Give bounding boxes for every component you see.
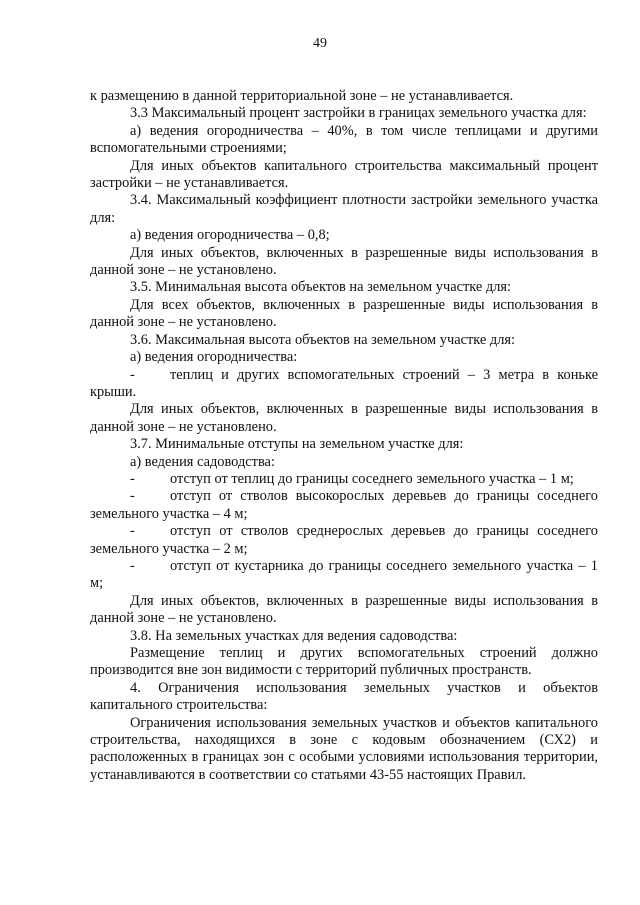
- paragraph: Для всех объектов, включенных в разрешенные виды использования в данной зоне – не установлено.: [90, 296, 598, 331]
- paragraph: а) ведения огородничества – 0,8;: [130, 227, 330, 244]
- paragraph: Для иных объектов, включенных в разрешенные виды использования в данной зоне – не установлено.: [90, 401, 598, 435]
- paragraph: 3.6. Максимальная высота объектов на земельном участке для:: [130, 331, 515, 348]
- paragraph: 3.5. Минимальная высота объектов на земельном участке для:: [130, 279, 511, 296]
- paragraph: 4. Ограничения использования земельных участков и объектов капитального строительства:: [90, 679, 598, 714]
- dash-list-item: [90, 523, 598, 558]
- paragraph: Для иных объектов, включенных в разрешенные виды использования в данной зоне – не установлено.: [90, 244, 598, 279]
- dash-list-item: [90, 367, 598, 402]
- paragraph: к размещению в данной территориальной зоне – не устанавливается.: [90, 88, 514, 104]
- dash-item-text: отступ от стволов высокорослых деревьев до границы соседнего земельного участка – 4 м;: [90, 488, 598, 522]
- paragraph: 3.3 Максимальный процент застройки в границах земельного участка для:: [130, 105, 587, 122]
- dash-marker: -: [130, 557, 135, 574]
- paragraph: а) ведения огородничества:: [130, 349, 298, 366]
- paragraph: 3.4. Максимальный коэффициент плотности застройки земельного участка для:: [90, 192, 598, 226]
- dash-item-text: теплиц и других вспомогательных строений – 3 метра в коньке крыши.: [90, 366, 598, 400]
- dash-list-item: [90, 471, 598, 488]
- paragraph: Для иных объектов капитального строительства максимальный процент застройки – не устанавливается.: [90, 157, 598, 192]
- dash-item-text: отступ от кустарника до границы соседнего земельного участка – 1 м;: [90, 557, 598, 592]
- paragraph: Размещение теплиц и других вспомогательных строений должно производится вне зон видимости с территорий публичных пространств.: [90, 645, 598, 679]
- dash-marker: -: [130, 366, 135, 383]
- dash-marker: -: [130, 523, 135, 540]
- dash-item-text: отступ от стволов среднерослых деревьев до границы соседнего земельного участка – 2 м;: [90, 523, 598, 557]
- dash-item-text: отступ от теплиц до границы соседнего земельного участка – 1 м;: [170, 470, 574, 487]
- dash-list-item: [90, 488, 598, 523]
- dash-list-item: [90, 558, 598, 593]
- paragraph: а) ведения огородничества – 40%, в том числе теплицами и другими вспомогательными строениями;: [90, 122, 598, 157]
- document-body: [90, 88, 598, 784]
- paragraph: 3.7. Минимальные отступы на земельном участке для:: [130, 436, 464, 453]
- page-number: 49: [313, 36, 327, 51]
- paragraph: Для иных объектов, включенных в разрешенные виды использования в данной зоне – не установлено.: [90, 592, 598, 627]
- dash-marker: -: [130, 470, 135, 487]
- dash-marker: -: [130, 488, 135, 505]
- paragraph: Ограничения использования земельных участков и объектов капитального строительства, находящихся в зоне с кодовым обозначением (СХ2) и расположенных в границах зон с особыми условиями использования территории, устанавливаются в соответствии со статьями 43-55 настоящих Правил.: [90, 714, 598, 783]
- paragraph: а) ведения садоводства:: [130, 453, 275, 470]
- paragraph: 3.8. На земельных участках для ведения садоводства:: [130, 627, 458, 644]
